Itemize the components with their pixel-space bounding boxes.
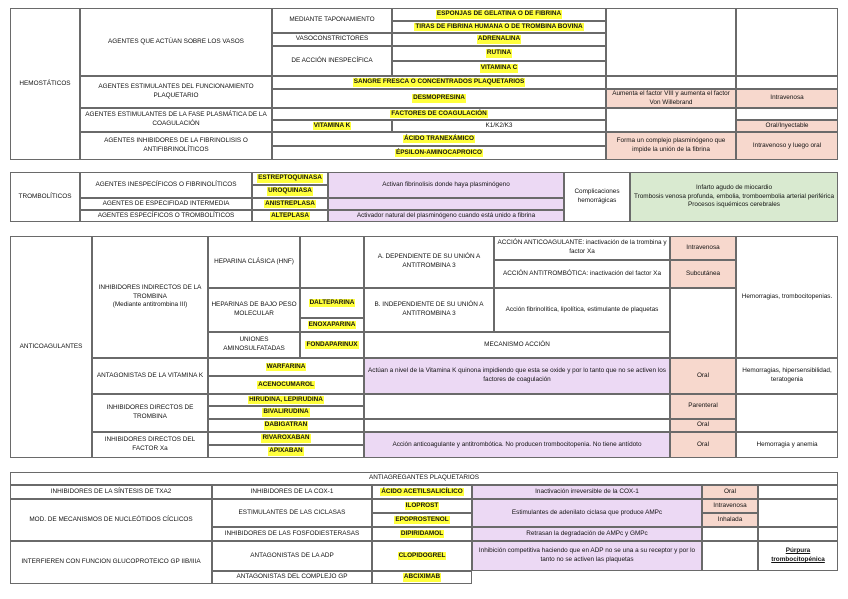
bivalirudina-cell: BIVALIRUDINA <box>208 406 364 419</box>
accion-anticoagulante: ACCIÓN ANTICOAGULANTE: inactivación de la trombina y factor Xa <box>494 236 670 260</box>
indirectos-label: INHIBIDORES INDIRECTOS DE LA TROMBINA (Mediante antitrombina III) <box>92 236 208 358</box>
esponjas-cell: ESPONJAS DE GELATINA O DE FIBRINA <box>392 8 606 21</box>
heparina-efectos: Hemorragias, trombocitopenias. <box>736 236 838 358</box>
epsilon-cell: ÉPSILON-AMINOCAPROICO <box>272 146 606 160</box>
tromboliticos-title: TROMBOLÍTICOS <box>10 172 80 222</box>
ciclasas-accion: Estimulantes de adenilato ciclasa que produce AMPc <box>472 499 702 527</box>
dipiridamol-cell: DIPIRIDAMOL <box>372 527 472 541</box>
heparina-via-sc: Subcutánea <box>670 260 736 288</box>
acenocumarol-cell: ACENOCUMAROL <box>208 376 364 394</box>
ciclasas-via-iv: Intravenosa <box>702 499 758 513</box>
complicaciones-cell: Complicaciones hemorrágicas <box>564 172 630 222</box>
mecanismo-header: MECANISMO ACCIÓN <box>364 332 670 358</box>
desmopresina-accion: Aumenta el factor VIII y aumenta el factor Von Willebrand <box>606 89 736 108</box>
complejo-gp-label: ANTAGONISTAS DEL COMPLEJO GP <box>212 571 372 584</box>
rivaroxaban-cell: RIVAROXABAN <box>208 432 364 445</box>
dependiente-cell: A. DEPENDIENTE DE SU UNIÓN A ANTITROMBINA 3 <box>364 236 494 288</box>
antiagregantes-title: ANTIAGREGANTES PLAQUETARIOS <box>10 472 838 485</box>
sangre-empty <box>606 76 736 89</box>
antag-k-accion: Actúan a nivel de la Vitamina K quinona impidiendo que esta se oxide y por lo tanto que no se activen los factores de coagulación <box>364 358 670 394</box>
directos-xa-accion: Acción anticoagulante y antitrombótica. No producen trombocitopenia. No tiene antídoto <box>364 432 670 458</box>
k123-cell: K1/K2/K3 <box>392 120 606 132</box>
nucleotidos-label: MOD. DE MECANISMOS DE NUCLEÓTIDOS CÍCLICOS <box>10 499 212 541</box>
sangre-empty-2 <box>736 76 838 89</box>
vitamina-c-cell: VITAMINA C <box>392 61 606 76</box>
heparina-empty <box>300 236 364 288</box>
epoprostenol-cell: EPOPROSTENOL <box>372 513 472 527</box>
directos-via-oral: Oral <box>670 419 736 432</box>
fosfodiesterasas-label: INHIBIDORES DE LAS FOSFODIESTERASAS <box>212 527 372 541</box>
iloprost-cell: ILOPROST <box>372 499 472 513</box>
bajo-peso-cell: HEPARINAS DE BAJO PESO MOLECULAR <box>208 288 300 332</box>
independiente-cell: B. INDEPENDIENTE DE SU UNIÓN A ANTITROMBINA 3 <box>364 288 494 332</box>
estreptoquinasa-cell: ESTREPTOQUINASA <box>252 172 328 185</box>
warfarina-cell: WARFARINA <box>208 358 364 376</box>
inespecifica-label: DE ACCIÓN INESPECÍFICA <box>272 46 392 76</box>
dipiridamol-accion: Retrasan la degradación de AMPc y GMPc <box>472 527 702 541</box>
aas-accion: Inactivación irreversible de la COX-1 <box>472 485 702 499</box>
clopidogrel-accion: Inhibición competitiva haciendo que en ADP no se una a su receptor y por lo tanto no se activen las plaquetas <box>472 541 702 571</box>
accion-antitrombotica: ACCIÓN ANTITROMBÓTICA: inactivación del factor Xa <box>494 260 670 288</box>
desmopresina-cell: DESMOPRESINA <box>272 89 606 108</box>
aas-via: Oral <box>702 485 758 499</box>
antag-k-efectos: Hemorragias, hipersensibilidad, teratogenia <box>736 358 838 394</box>
tiras-cell: TIRAS DE FIBRINA HUMANA O DE TROMBINA BOVINA <box>392 21 606 33</box>
glucoproteico-label: INTERFIEREN CON FUNCION GLUCOPROTEICO GP IIB/IIIA <box>10 541 212 584</box>
dipiridamol-empty-2 <box>758 527 838 541</box>
uniones-cell: UNIONES AMINOSULFATADAS <box>208 332 300 358</box>
taponamiento-label: MEDIANTE TAPONAMIENTO <box>272 8 392 33</box>
directos-empty-2 <box>364 419 670 432</box>
directos-empty-1 <box>364 394 670 419</box>
vitamina-k-cell: VITAMINA K <box>272 120 392 132</box>
directos-via-parenteral: Parenteral <box>670 394 736 419</box>
independiente-empty <box>670 288 736 358</box>
desmopresina-via: Intravenosa <box>736 89 838 108</box>
plaquetario-label: AGENTES ESTIMULANTES DEL FUNCIONAMIENTO PLAQUETARIO <box>80 76 272 108</box>
directos-xa-label: INHIBIDORES DIRECTOS DEL FACTOR Xa <box>92 432 208 458</box>
intermedia-label: AGENTES DE ESPECIFIDAD INTERMEDIA <box>80 198 252 210</box>
aas-empty <box>758 485 838 499</box>
indicaciones-cell: Infarto agudo de miocardio Trombosis venosa profunda, embolia, tromboembolia arterial periférica Procesos isquémicos cerebrales <box>630 172 838 222</box>
hemostaticos-title: HEMOSTÁTICOS <box>10 8 80 160</box>
antag-k-via: Oral <box>670 358 736 394</box>
abciximab-cell: ABCIXIMAB <box>372 571 472 584</box>
vasoconstrictores-label: VASOCONSTRICTORES <box>272 33 392 46</box>
alteplasa-accion: Activador natural del plasminógeno cuando está unido a fibrina <box>328 210 564 222</box>
clopidogrel-empty <box>702 541 758 571</box>
fondaparinux-cell: FONDAPARINUX <box>300 332 364 358</box>
factores-cell: FACTORES DE COAGULACIÓN <box>272 108 606 120</box>
heparina-via-iv: Intravenosa <box>670 236 736 260</box>
dabigatran-cell: DABIGATRAN <box>208 419 364 432</box>
directos-empty-3 <box>736 394 838 432</box>
independiente-accion: Acción fibrinolítica, lipolítica, estimulante de plaquetas <box>494 288 670 332</box>
txa2-label: INHIBIDORES DE LA SÍNTESIS DE TXA2 <box>10 485 212 499</box>
rutina-cell: RUTINA <box>392 46 606 61</box>
heparina-cell: HEPARINA CLÁSICA (HNF) <box>208 236 300 288</box>
directos-xa-efectos: Hemorragia y anemia <box>736 432 838 458</box>
dalteparina-cell: DALTEPARINA <box>300 288 364 318</box>
apixaban-cell: APIXABAN <box>208 445 364 458</box>
plasmatica-empty <box>606 108 736 132</box>
enoxaparina-cell: ENOXAPARINA <box>300 318 364 332</box>
clopidogrel-efectos: Púrpura trombocitopénica <box>758 541 838 571</box>
aas-cell: ÁCIDO ACETILSALICÍLICO <box>372 485 472 499</box>
tranexamico-cell: ÁCIDO TRANEXÁMICO <box>272 132 606 146</box>
vitamina-k-via: Oral/Inyectable <box>736 120 838 132</box>
sangre-cell: SANGRE FRESCA O CONCENTRADOS PLAQUETARIOS <box>272 76 606 89</box>
vasos-label: AGENTES QUE ACTÚAN SOBRE LOS VASOS <box>80 8 272 76</box>
inespecificos-accion: Activan fibrinolisis donde haya plasminógeno <box>328 172 564 198</box>
ciclasas-via-inhalada: Inhalada <box>702 513 758 527</box>
alteplasa-cell: ALTEPLASA <box>252 210 328 222</box>
directos-trombina-label: INHIBIDORES DIRECTOS DE TROMBINA <box>92 394 208 432</box>
dipiridamol-empty <box>702 527 758 541</box>
antifibrinoliticos-via: Intravenoso y luego oral <box>736 132 838 160</box>
vasos-empty-2 <box>736 8 838 76</box>
vasos-empty-1 <box>606 8 736 76</box>
ciclasas-label: ESTIMULANTES DE LAS CICLASAS <box>212 499 372 527</box>
ciclasas-empty <box>758 499 838 527</box>
plasmatica-empty-2 <box>736 108 838 120</box>
antifibrinoliticos-label: AGENTES INHIBIDORES DE LA FIBRINOLISIS O ANTIFIBRINOLÍTICOS <box>80 132 272 160</box>
adrenalina-cell: ADRENALINA <box>392 33 606 46</box>
directos-xa-via: Oral <box>670 432 736 458</box>
adp-label: ANTAGONISTAS DE LA ADP <box>212 541 372 571</box>
anistreplasa-cell: ANISTREPLASA <box>252 198 328 210</box>
plasmatica-label: AGENTES ESTIMULANTES DE LA FASE PLASMÁTICA DE LA COAGULACIÓN <box>80 108 272 132</box>
inespecificos-label: AGENTES INESPECÍFICOS O FIBRINOLÍTICOS <box>80 172 252 198</box>
uroquinasa-cell: UROQUINASA <box>252 185 328 198</box>
intermedia-accion <box>328 198 564 210</box>
anticoagulantes-title: ANTICOAGULANTES <box>10 236 92 458</box>
especificos-label: AGENTES ESPECÍFICOS O TROMBOLÍTICOS <box>80 210 252 222</box>
antag-k-label: ANTAGONISTAS DE LA VITAMINA K <box>92 358 208 394</box>
antifibrinoliticos-accion: Forma un complejo plasminógeno que impide la unión de la fibrina <box>606 132 736 160</box>
clopidogrel-cell: CLOPIDOGREL <box>372 541 472 571</box>
hirudina-cell: HIRUDINA, LEPIRUDINA <box>208 394 364 406</box>
cox-label: INHIBIDORES DE LA COX-1 <box>212 485 372 499</box>
